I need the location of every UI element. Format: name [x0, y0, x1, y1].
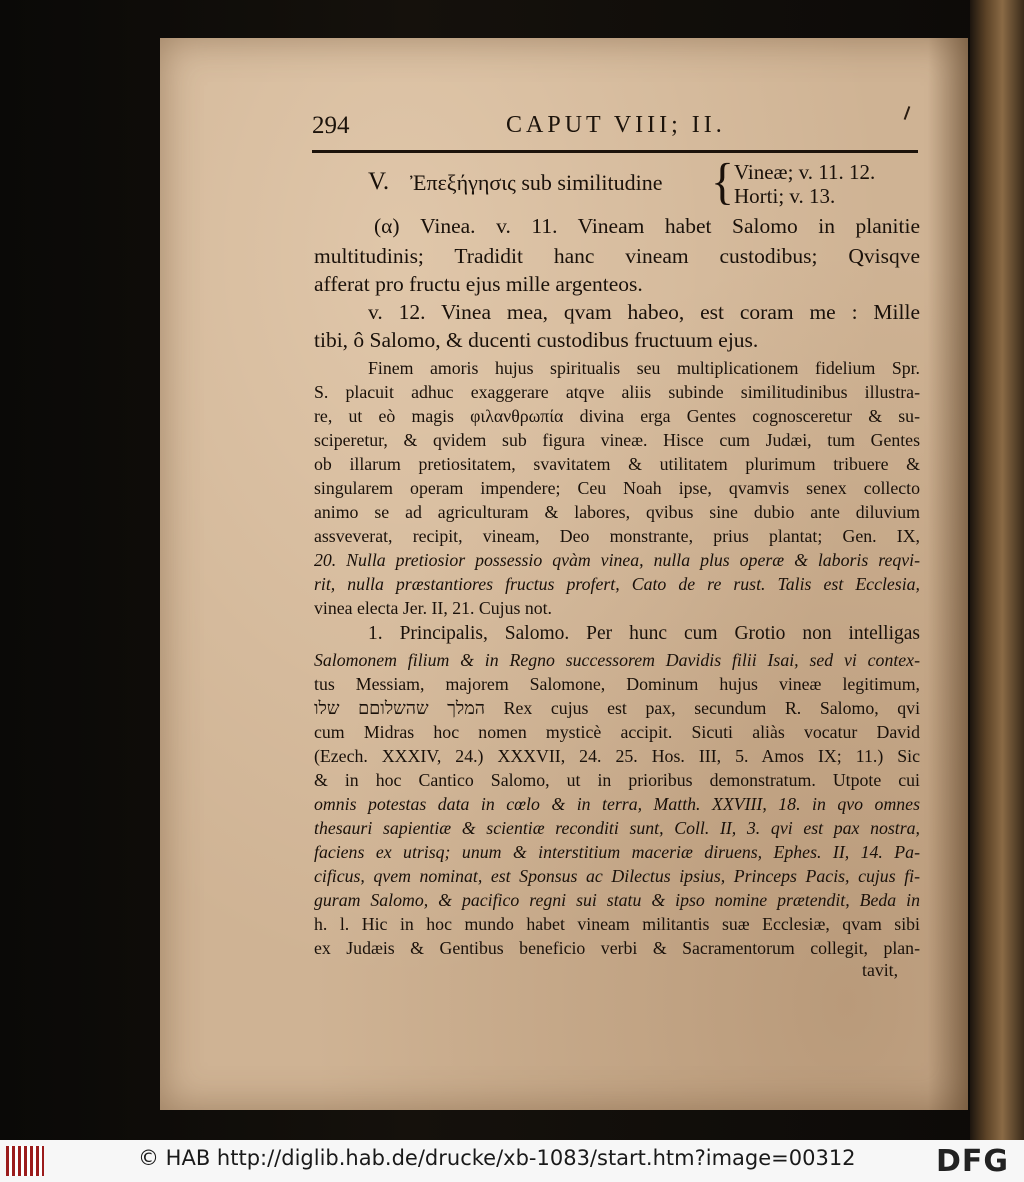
text-line: v. 12. Vinea mea, qvam habeo, est coram me : Mille	[368, 300, 920, 324]
text-line: rit, nulla præstantiores fructus profert, Cato de re rust. Talis est Ecclesia,	[314, 574, 920, 594]
adjacent-page-edge	[970, 0, 1024, 1140]
text-line: cificus, qvem nominat, est Sponsus ac Dilectus ipsius, Princeps Pacis, cujus fi-	[314, 866, 920, 886]
section-title: Ἐπεξήγησις sub similitudine	[410, 170, 663, 195]
page-gutter-shadow	[928, 38, 968, 1110]
text-line: 20. Nulla pretiosior possessio qvàm vinea, nulla plus operæ & laboris reqvi-	[314, 550, 920, 570]
text-line: vinea electa Jer. II, 21. Cujus not.	[314, 598, 553, 618]
section-numeral: V.	[368, 168, 390, 195]
text-line: Salomonem filium & in Regno successorem Davidis filii Isai, sed vi contex-	[314, 650, 920, 670]
text-line: assveverat, recipit, vineam, Deo monstrante, prius plantat; Gen. IX,	[314, 526, 920, 546]
header-rule	[312, 150, 918, 153]
viewer-footer	[0, 1140, 1024, 1182]
text-line: tibi, ô Salomo, & ducenti custodibus fructuum ejus.	[314, 328, 759, 352]
text-line: המלך שהשלוםם שלו Rex cujus est pax, secundum R. Salomo, qvi	[314, 698, 920, 718]
text-line: & in hoc Cantico Salomo, ut in prioribus demonstratum. Utpote cui	[314, 770, 920, 790]
text-line: sciperetur, & qvidem sub figura vineæ. Hisce cum Judæi, tum Gentes	[314, 430, 920, 450]
text-line: (Ezech. XXXIV, 24.) XXXVII, 24. 25. Hos. III, 5. Amos IX; 11.) Sic	[314, 746, 920, 766]
brace-glyph: {	[711, 153, 735, 210]
dfg-logo: DFG	[936, 1144, 1010, 1179]
text-line: faciens ex utrisq; unum & interstitium maceriæ diruens, Ephes. II, 14. Pa-	[314, 842, 920, 862]
section-item: Vineæ; v. 11. 12.	[734, 160, 876, 184]
section-items	[734, 160, 875, 208]
source-link[interactable]: © HAB http://diglib.hab.de/drucke/xb-1083/start.htm?image=00312	[138, 1146, 856, 1170]
text-line: animo se ad agriculturam & labores, qvibus sine dubio ante diluvium	[314, 502, 920, 522]
text-line: h. l. Hic in hoc mundo habet vineam militantis suæ Ecclesiæ, qvam sibi	[314, 914, 920, 934]
text-line: S. placuit adhuc exaggerare atqve aliis subinde similitudinibus illustra-	[314, 382, 920, 402]
section-item: Horti; v. 13.	[734, 184, 836, 208]
text-line: re, ut eò magis φιλανθρωπία divina erga Gentes cognosceretur & su-	[314, 406, 920, 426]
text-line: (α) Vinea. v. 11. Vineam habet Salomo in planitie	[374, 214, 920, 238]
catchword: tavit,	[862, 960, 899, 980]
text-line: guram Salomo, & pacifico regni sui statu & ipso nomine prætendit, Beda in	[314, 890, 920, 910]
text-line: multitudinis; Tradidit hanc vineam custodibus; Qvisqve	[314, 244, 920, 268]
section-v-heading	[314, 153, 920, 210]
text-line: ob illarum pretiositatem, svavitatem & utilitatem plurimum tribuere &	[314, 454, 920, 474]
page-number: 294	[312, 112, 350, 139]
text-line: 1. Principalis, Salomo. Per hunc cum Grotio non intelligas	[368, 623, 920, 644]
text-line: ex Judæis & Gentibus beneficio verbi & Sacramentorum collegit, plan-	[314, 938, 920, 958]
text-line: cum Midras hoc nomen mysticè accipit. Sicuti aliàs vocatur David	[314, 722, 920, 742]
text-line: omnis potestas data in cœlo & in terra, Matth. XXVIII, 18. in qvo omnes	[314, 794, 920, 814]
running-head	[312, 112, 922, 146]
hab-barcode-logo-icon	[6, 1146, 44, 1176]
text-line: thesauri sapientiæ & scientiæ reconditi sunt, Coll. II, 3. qvi est pax nostra,	[314, 818, 920, 838]
text-line: Finem amoris hujus spiritualis seu multiplicationem fidelium Spr.	[368, 358, 920, 378]
text-line: tus Messiam, majorem Salomone, Dominum hujus vineæ legitimum,	[314, 674, 920, 694]
chapter-title: CAPUT VIII; II.	[506, 112, 726, 138]
text-line: afferat pro fructu ejus mille argenteos.	[314, 272, 643, 296]
text-line: singularem operam impendere; Ceu Noah ipse, qvamvis senex collecto	[314, 478, 920, 498]
